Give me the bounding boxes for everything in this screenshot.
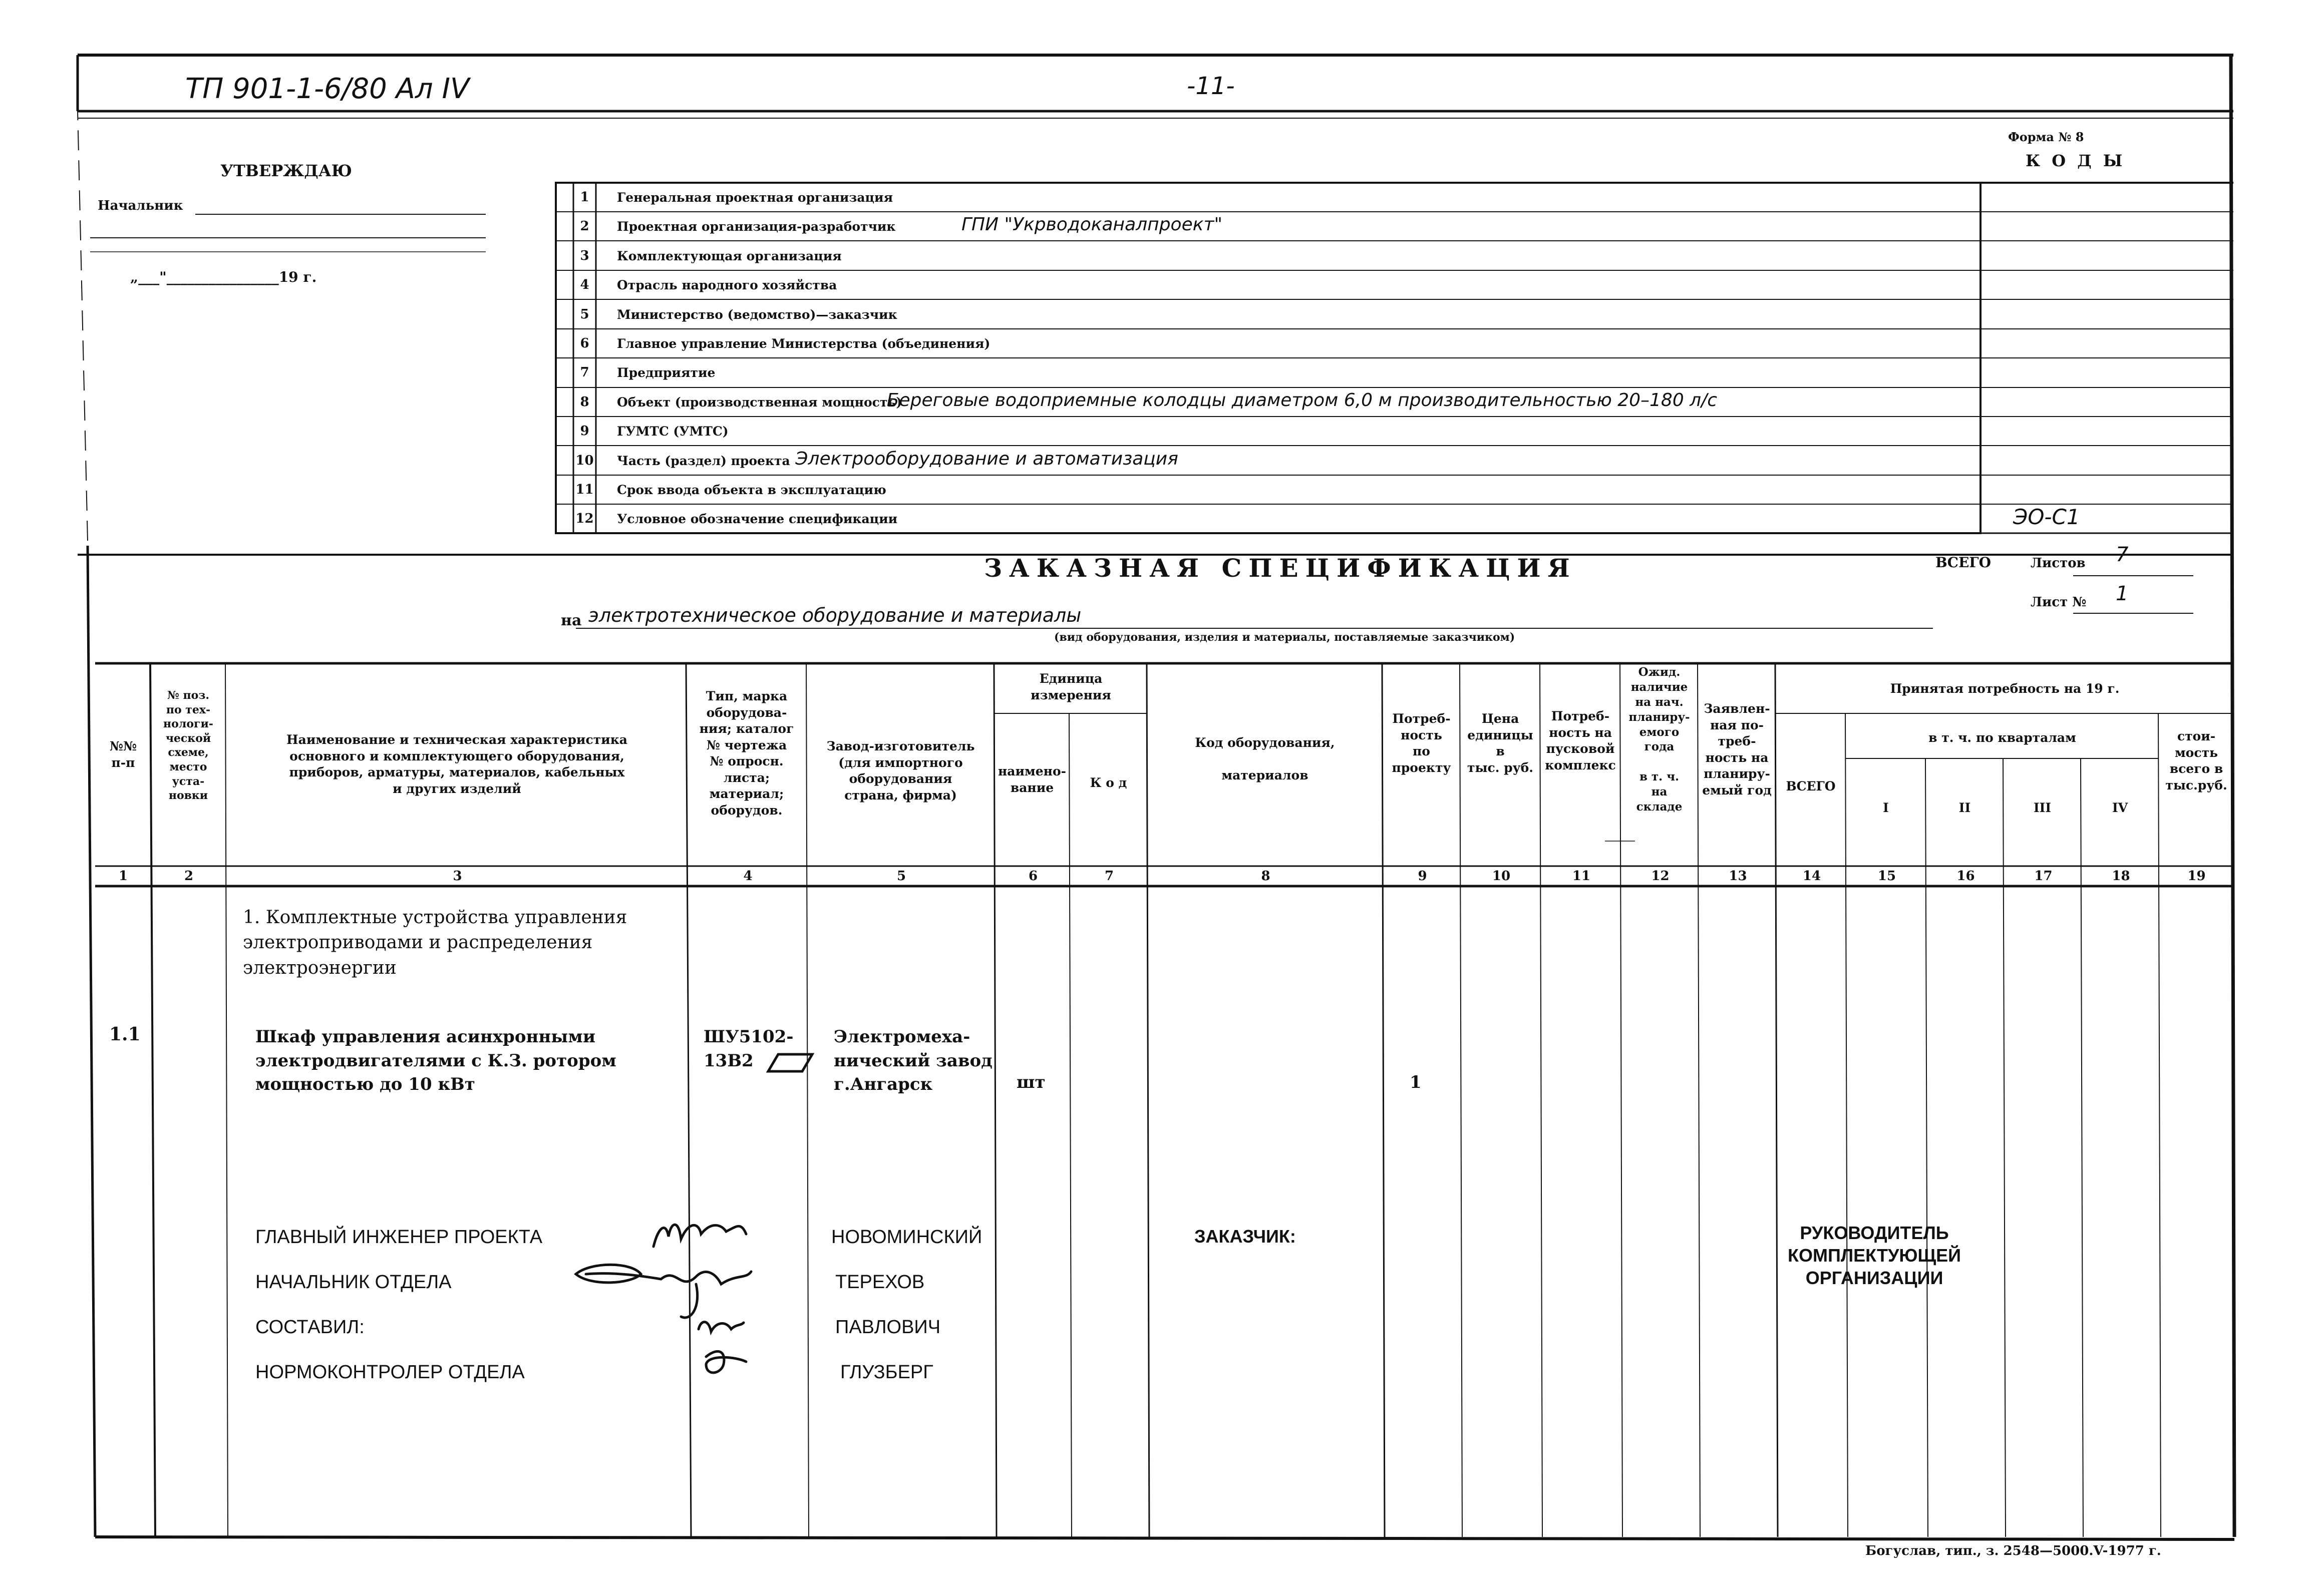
column-number: 15	[1877, 869, 1896, 884]
column-number: 9	[1418, 869, 1427, 884]
column-number: 18	[2112, 869, 2130, 884]
compiled-label: СОСТАВИЛ:	[255, 1317, 365, 1338]
org-row-number: 5	[580, 306, 589, 322]
chief-engineer-name: НОВОМИНСКИЙ	[831, 1227, 982, 1248]
column-number: 6	[1028, 869, 1038, 884]
org-row-value: Электрооборудование и автоматизация	[795, 448, 1178, 469]
document-title: ЗАКАЗНАЯ СПЕЦИФИКАЦИЯ	[984, 553, 1577, 583]
chief-engineer-label: ГЛАВНЫЙ ИНЖЕНЕР ПРОЕКТА	[255, 1227, 543, 1248]
org-row-label: Генеральная проектная организация	[617, 190, 893, 205]
org-row-label: Проектная организация-разработчик	[617, 219, 896, 234]
total-label: ВСЕГО	[1935, 554, 1992, 571]
dept-head-name: ТЕРЕХОВ	[835, 1272, 925, 1293]
col4-header: Тип, марка оборудова- ния; каталог № чертежа № опросн. листа; материал; оборудов.	[699, 689, 794, 818]
form-label: Форма № 8	[2008, 130, 2084, 144]
org-row-number: 7	[580, 365, 589, 380]
column-number: 1	[118, 869, 128, 884]
sheet-value: 1	[2116, 582, 2129, 605]
row-factory: Электромеха- нический завод г.Ангарск	[834, 1027, 993, 1095]
compiled-name: ПАВЛОВИЧ	[835, 1317, 941, 1338]
org-row-number: 10	[575, 453, 594, 468]
col1-header: №№ п-п	[109, 739, 137, 770]
org-row-number: 9	[580, 424, 589, 439]
unit-group-header: Единица измерения	[1031, 671, 1111, 702]
org-row-label: Объект (производственная мощность)	[617, 394, 902, 410]
spec-code: ЭО-С1	[2013, 505, 2080, 529]
column-number: 7	[1104, 869, 1114, 884]
subject-value: электротехническое оборудование и материалы	[588, 604, 1082, 626]
col2-header: № поз. по тех- нологи- ческой схеме, место уста- новки	[163, 689, 213, 803]
col5-header: Завод-изготовитель (для импортного оборудования страна, фирма)	[826, 739, 975, 803]
row-unit: шт	[1017, 1072, 1046, 1092]
org-row-number: 6	[580, 336, 589, 351]
col15-header: I	[1883, 801, 1889, 815]
col17-header: III	[2033, 801, 2052, 815]
column-number: 2	[184, 869, 194, 884]
section-title: 1. Комплектные устройства управления электроприводами и распределения электроэнергии	[243, 907, 627, 978]
org-row-label: ГУМТС (УМТС)	[617, 424, 729, 439]
col8-header: Код оборудования, материалов	[1195, 735, 1335, 782]
org-row-label: Часть (раздел) проекта	[617, 453, 790, 468]
row-quantity: 1	[1410, 1072, 1422, 1092]
org-row-value: ГПИ "Укрводоканалпроект"	[961, 214, 1222, 235]
org-row-number: 1	[580, 190, 589, 205]
approve-title: УТВЕРЖДАЮ	[220, 161, 352, 180]
org-row-label: Предприятие	[617, 365, 716, 380]
col18-header: IV	[2112, 801, 2128, 815]
norm-control-name: ГЛУЗБЕРГ	[840, 1362, 933, 1383]
column-number: 16	[1956, 869, 1975, 884]
col3-header: Наименование и техническая характеристика основного и комплектующего оборудования, приборов, арматуры, материалов, кабельных и других изделий	[286, 732, 627, 796]
subject-note: (вид оборудования, изделия и материалы, поставляемые заказчиком)	[1054, 631, 1515, 644]
approve-date: „___"________________19 г.	[130, 269, 317, 285]
org-row-label: Комплектующая организация	[617, 248, 842, 263]
col6-header: наимено- вание	[998, 764, 1066, 795]
column-number: 5	[896, 869, 906, 884]
col14-header: ВСЕГО	[1786, 779, 1836, 793]
org-row-label: Министерство (ведомство)—заказчик	[617, 307, 897, 322]
column-number: 12	[1651, 869, 1670, 884]
column-number: 4	[743, 869, 753, 884]
column-number: 19	[2187, 869, 2206, 884]
row-name: Шкаф управления асинхронными электродвигателями с К.З. ротором мощностью до 10 кВт	[255, 1027, 616, 1095]
org-row-number: 8	[580, 394, 589, 410]
handwritten-mark	[766, 1051, 816, 1076]
page-number: -11-	[1187, 72, 1235, 100]
printer-footer: Богуслав, тип., з. 2548—5000.V-1977 г.	[1865, 1543, 2161, 1558]
col13-header: Заявлен- ная по- треб- ность на планиру- емый год	[1702, 701, 1772, 797]
quarters-header: в т. ч. по кварталам	[1928, 730, 2076, 745]
org-row-number: 3	[580, 248, 589, 263]
org-row-label: Срок ввода объекта в эксплуатацию	[617, 483, 886, 497]
dept-head-label: НАЧАЛЬНИК ОТДЕЛА	[255, 1272, 452, 1293]
approve-chief: Начальник	[98, 198, 183, 213]
column-number: 17	[2034, 869, 2053, 884]
col10-header: Цена единицы в тыс. руб.	[1467, 711, 1534, 775]
org-row-value: Береговые водоприемные колодцы диаметром 6,0 м производительностью 20–180 л/с	[886, 389, 1718, 411]
col11-header: Потреб- ность на пусковой комплекс	[1545, 709, 1616, 772]
doc-code: ТП 901-1-6/80 Ал IV	[185, 73, 470, 105]
column-number: 11	[1572, 869, 1591, 884]
row-type: ШУ5102- 13В2	[704, 1027, 794, 1071]
sheet-label: Лист №	[2031, 595, 2087, 610]
norm-control-label: НОРМОКОНТРОЛЕР ОТДЕЛА	[255, 1362, 525, 1383]
org-row-number: 4	[580, 277, 589, 293]
column-number: 8	[1261, 869, 1270, 884]
org-row-number: 12	[575, 511, 594, 527]
sheets-value: 7	[2116, 543, 2129, 566]
org-row-label: Условное обозначение спецификации	[617, 512, 898, 527]
col7-header: К о д	[1090, 775, 1127, 790]
col16-header: II	[1958, 801, 1971, 815]
org-row-label: Отрасль народного хозяйства	[617, 278, 837, 293]
codes-label: К О Д Ы	[2026, 151, 2126, 170]
column-number: 3	[453, 869, 462, 884]
subject-prefix: на	[561, 612, 582, 629]
col19-header: стои- мость всего в тыс.руб.	[2165, 729, 2227, 792]
col12-header: Ожид. наличие на нач. планиру- емого года в т. ч. на складе	[1628, 665, 1690, 814]
sheets-label: Листов	[2031, 556, 2086, 571]
org-row-number: 11	[575, 482, 594, 497]
col9-header: Потреб- ность по проекту	[1392, 711, 1451, 775]
column-number: 10	[1492, 869, 1511, 884]
supplier-label: РУКОВОДИТЕЛЬ КОМПЛЕКТУЮЩЕЙ ОРГАНИЗАЦИИ	[1788, 1223, 1961, 1288]
customer-label: ЗАКАЗЧИК:	[1194, 1226, 1296, 1247]
column-number: 14	[1802, 869, 1821, 884]
org-row-label: Главное управление Министерства (объединения)	[617, 336, 991, 351]
column-number: 13	[1729, 869, 1747, 884]
org-row-number: 2	[580, 219, 589, 234]
accepted-header: Принятая потребность на 19 г.	[1890, 681, 2120, 696]
row-number: 1.1	[109, 1024, 141, 1045]
